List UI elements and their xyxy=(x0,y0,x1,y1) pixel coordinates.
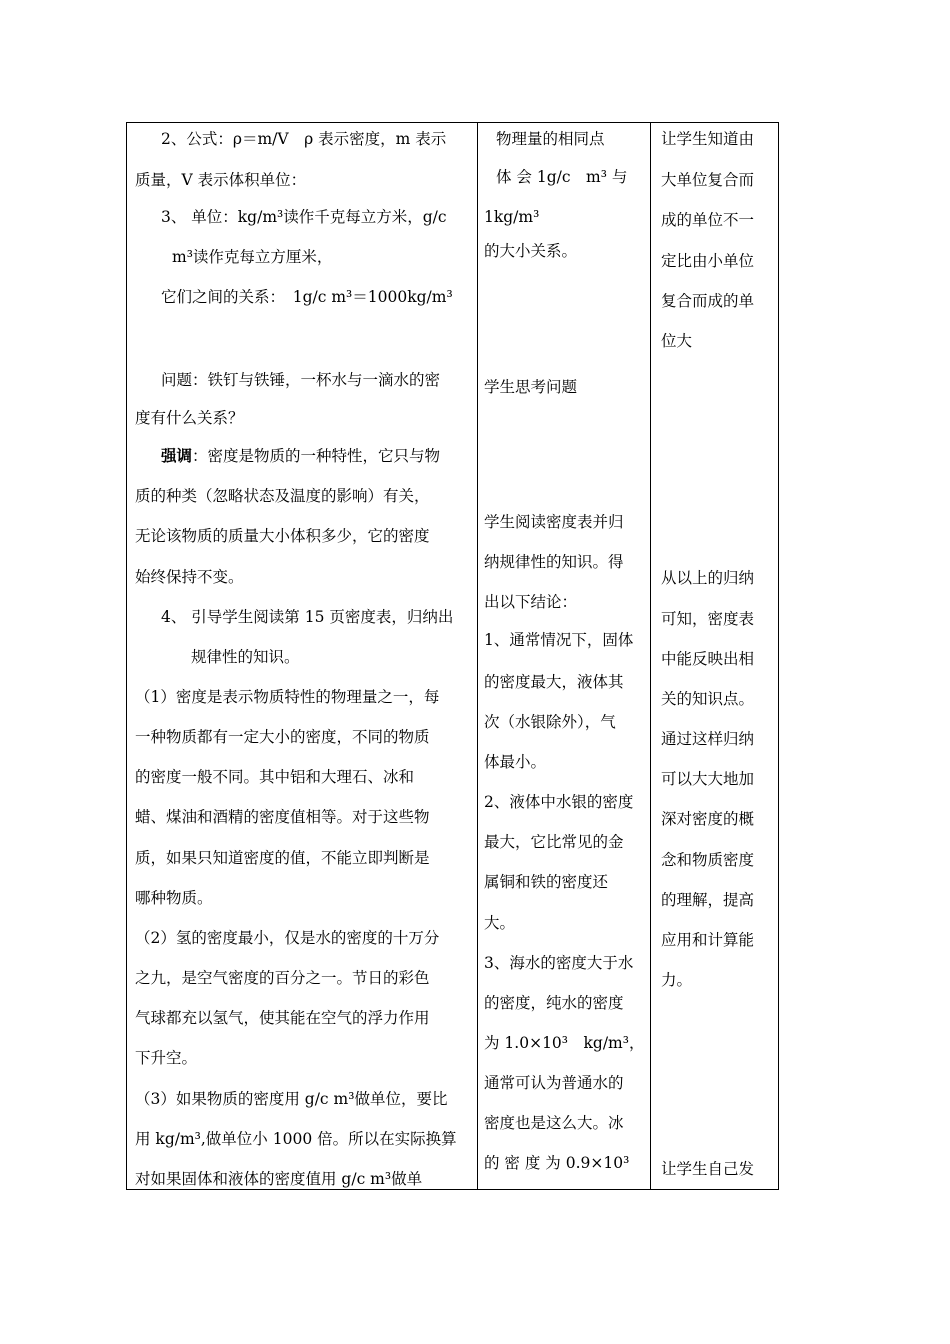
text-line: 蜡、煤油和酒精的密度值相等。对于这些物 xyxy=(135,808,430,826)
text-line: 1、通常情况下，固体 xyxy=(484,631,634,649)
student-activity-cell xyxy=(478,123,651,1190)
text-line: 通过这样归纳 xyxy=(661,730,755,748)
text-line: 复合而成的单 xyxy=(661,292,755,310)
text-line: 中能反映出相 xyxy=(661,650,755,668)
text-line: 出以下结论： xyxy=(484,593,578,611)
text-line: 无论该物质的质量大小体积多少，它的密度 xyxy=(135,527,430,545)
text-line: 始终保持不变。 xyxy=(135,568,244,586)
text-line: 位大 xyxy=(661,332,693,350)
text-line: 用 kg/m³,做单位小 1000 倍。所以在实际换算 xyxy=(135,1130,457,1148)
text-line: 的理解，提高 xyxy=(661,891,755,909)
text-line: 哪种物质。 xyxy=(135,889,213,907)
text-line: 纳规律性的知识。得 xyxy=(484,553,624,571)
text-line: 大单位复合而 xyxy=(661,171,755,189)
text-line: 可以大大地加 xyxy=(661,770,755,788)
emphasis-line xyxy=(161,446,440,466)
text-line: （3）如果物质的密度用 g/c m³做单位，要比 xyxy=(135,1090,448,1108)
text-line: 4、 引导学生阅读第 15 页密度表，归纳出 xyxy=(161,608,454,626)
text-line: 为 1.0×10³ kg/m³， xyxy=(484,1034,645,1052)
text-line: 力。 xyxy=(661,971,693,989)
text-line: 问题：铁钉与铁锤，一杯水与一滴水的密 xyxy=(161,371,441,389)
teacher-activity-cell xyxy=(127,123,478,1190)
text-line: 的密度，纯水的密度 xyxy=(484,994,624,1012)
text-line: 的密度一般不同。其中铝和大理石、冰和 xyxy=(135,768,415,786)
text-line: 体 会 1g/c m³ 与 xyxy=(496,168,628,186)
text-line: 下升空。 xyxy=(135,1049,198,1067)
text-line: 成的单位不一 xyxy=(661,211,755,229)
text-line: 学生阅读密度表并归 xyxy=(484,513,624,531)
text-line: 的大小关系。 xyxy=(484,242,578,260)
design-intent-cell xyxy=(651,123,779,1190)
text-line: 从以上的归纳 xyxy=(661,569,755,587)
text-line: 质量，V 表示体积单位： xyxy=(135,171,307,189)
text-line: 度有什么关系？ xyxy=(135,409,244,427)
text-line: 让学生自己发 xyxy=(661,1160,755,1178)
text-line: 最大，它比常见的金 xyxy=(484,833,624,851)
text-line: 对如果固体和液体的密度值用 g/c m³做单 xyxy=(135,1170,423,1188)
emphasis-label: 强调 xyxy=(161,446,193,465)
text-line: 规律性的知识。 xyxy=(191,648,300,666)
text-line: 大。 xyxy=(484,914,516,932)
text-line: 密度也是这么大。冰 xyxy=(484,1114,624,1132)
table-row xyxy=(127,123,779,1190)
text-line: 2、液体中水银的密度 xyxy=(484,793,634,811)
text-line: 次（水银除外），气 xyxy=(484,713,616,731)
text-line: （1）密度是表示物质特性的物理量之一，每 xyxy=(135,688,440,706)
text-line: 念和物质密度 xyxy=(661,851,755,869)
text-line: m³读作克每立方厘米， xyxy=(172,248,333,266)
text-line: 1kg/m³ xyxy=(484,208,540,226)
text-line: 学生思考问题 xyxy=(484,378,578,396)
text-line: 2、公式：ρ＝m/V ρ 表示密度，m 表示 xyxy=(161,130,447,148)
emphasis-text: ：密度是物质的一种特性，它只与物 xyxy=(192,447,441,465)
text-line: 3、海水的密度大于水 xyxy=(484,954,634,972)
lesson-table xyxy=(126,122,779,1190)
text-line: 质，如果只知道密度的值，不能立即判断是 xyxy=(135,849,430,867)
text-line: 它们之间的关系： 1g/c m³＝1000kg/m³ xyxy=(161,288,453,306)
text-line: 物理量的相同点 xyxy=(496,130,605,148)
text-line: （2）氢的密度最小，仅是水的密度的十万分 xyxy=(135,929,440,947)
text-line: 通常可认为普通水的 xyxy=(484,1074,624,1092)
text-line: 一种物质都有一定大小的密度，不同的物质 xyxy=(135,728,430,746)
text-line: 质的种类（忽略状态及温度的影响）有关， xyxy=(135,487,430,505)
text-line: 应用和计算能 xyxy=(661,931,755,949)
text-line: 定比由小单位 xyxy=(661,252,755,270)
text-line: 体最小。 xyxy=(484,753,547,771)
text-line: 可知，密度表 xyxy=(661,610,755,628)
text-line: 3、 单位：kg/m³读作千克每立方米，g/c xyxy=(161,208,447,226)
text-line: 深对密度的概 xyxy=(661,810,755,828)
text-line: 的 密 度 为 0.9×10³ xyxy=(484,1154,630,1172)
text-line: 气球都充以氢气，使其能在空气的浮力作用 xyxy=(135,1009,430,1027)
text-line: 之九，是空气密度的百分之一。节日的彩色 xyxy=(135,969,430,987)
text-line: 关的知识点。 xyxy=(661,690,755,708)
text-line: 让学生知道由 xyxy=(661,130,755,148)
text-line: 属铜和铁的密度还 xyxy=(484,873,609,891)
text-line: 的密度最大，液体其 xyxy=(484,673,624,691)
